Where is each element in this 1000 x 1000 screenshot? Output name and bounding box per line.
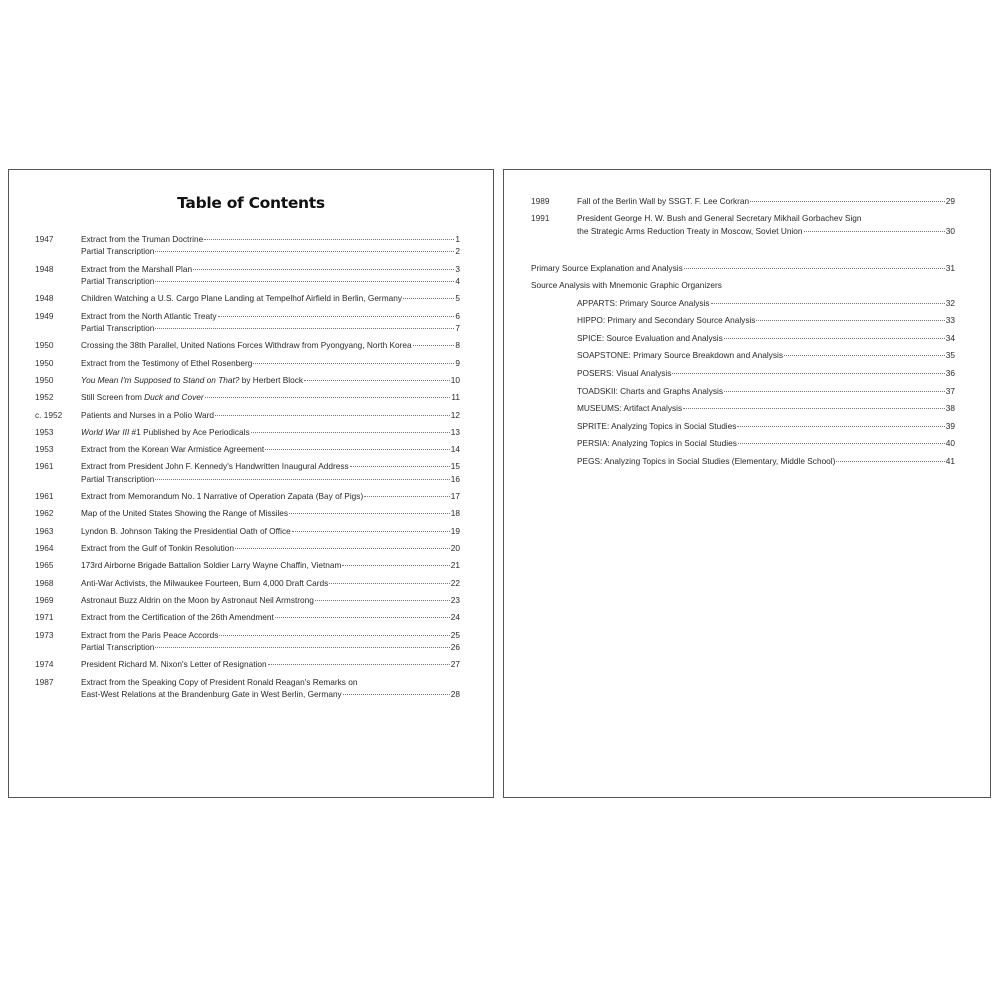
- page-number: 10: [450, 375, 460, 385]
- entry-year: 1953: [35, 444, 54, 455]
- entry-title: East-West Relations at the Brandenburg Gate in West Berlin, Germany: [81, 688, 342, 699]
- toc-line[interactable]: [81, 245, 460, 257]
- entry-lines: [81, 391, 493, 403]
- entry-year: 1991: [531, 213, 550, 224]
- dot-leader: [672, 373, 944, 374]
- page-number: 19: [450, 525, 460, 536]
- dot-leader: [204, 239, 454, 240]
- entry-lines: [81, 374, 493, 386]
- toc-entry: [9, 263, 493, 288]
- dot-leader: [292, 531, 450, 532]
- entry-lines: [81, 577, 493, 589]
- primary-source-section: [531, 262, 955, 473]
- organizer-title: SOAPSTONE: Primary Source Breakdown and Analysis: [577, 350, 783, 361]
- entry-title: Extract from the Testimony of Ethel Rosenberg: [81, 357, 253, 368]
- dot-leader: [289, 513, 450, 514]
- page-number: 17: [450, 491, 460, 502]
- toc-line[interactable]: [81, 676, 460, 688]
- toc-entry: [9, 292, 493, 304]
- entry-title: Extract from the Paris Peace Accords: [81, 629, 219, 640]
- toc-entry: [504, 195, 990, 207]
- toc-line[interactable]: [81, 233, 460, 245]
- organizer-title: PEGS: Analyzing Topics in Social Studies (Elementary, Middle School): [577, 455, 836, 466]
- entry-lines: [81, 443, 493, 455]
- entry-title: Extract from the Korean War Armistice Agreement: [81, 444, 265, 455]
- organizers-heading: [531, 279, 955, 291]
- entry-year: 1962: [35, 508, 54, 519]
- dot-leader: [155, 479, 449, 480]
- page-number: 3: [455, 263, 460, 274]
- toc-line[interactable]: [81, 525, 460, 537]
- page-number: 39: [945, 420, 955, 431]
- primary-source-page: 31: [945, 263, 955, 273]
- entry-lines: [81, 658, 493, 670]
- toc-line[interactable]: [81, 310, 460, 322]
- toc-line[interactable]: [81, 473, 460, 485]
- toc-line[interactable]: [81, 507, 460, 519]
- toc-entry: [9, 658, 493, 670]
- page-number: 27: [450, 659, 460, 670]
- entry-title: Crossing the 38th Parallel, United Nations Forces Withdraw from Pyongyang, North Korea: [81, 340, 412, 351]
- dot-leader: [364, 496, 450, 497]
- toc-entry: [504, 212, 990, 237]
- organizers-heading-text: Source Analysis with Mnemonic Graphic Organizers: [531, 280, 722, 291]
- page-number: 2: [455, 246, 460, 257]
- left-page: [8, 169, 494, 798]
- entry-title: Extract from the Marshall Plan: [81, 263, 193, 274]
- toc-line[interactable]: [81, 559, 460, 571]
- right-page: [503, 169, 991, 798]
- dot-leader: [275, 617, 450, 618]
- toc-line[interactable]: [81, 460, 460, 472]
- dot-leader: [251, 432, 450, 433]
- entry-lines: [81, 629, 493, 654]
- page-number: 34: [945, 332, 955, 343]
- entry-lines: [81, 357, 493, 369]
- toc-entry: [9, 443, 493, 455]
- dot-leader: [350, 466, 450, 467]
- dot-leader: [155, 647, 449, 648]
- entry-year: 1953: [35, 426, 54, 437]
- organizer-title: SPRITE: Analyzing Topics in Social Studies: [577, 420, 737, 431]
- entry-title-italic: World War III: [81, 426, 130, 437]
- dot-leader: [756, 320, 944, 321]
- entry-year: 1987: [35, 676, 54, 687]
- entry-lines: [81, 426, 493, 438]
- page-number: 37: [945, 385, 955, 396]
- toc-entry: [9, 629, 493, 654]
- toc-line[interactable]: [81, 322, 460, 334]
- page-number: 6: [455, 310, 460, 321]
- toc-entry: [9, 233, 493, 258]
- toc-line[interactable]: [81, 443, 460, 455]
- entry-lines: [81, 339, 493, 351]
- entry-year: 1964: [35, 543, 54, 554]
- page-number: 29: [945, 196, 955, 206]
- entry-title: the Strategic Arms Reduction Treaty in Moscow, Soviet Union: [577, 225, 803, 236]
- page-number: 22: [450, 577, 460, 588]
- toc-line[interactable]: [81, 357, 460, 369]
- entry-year: 1971: [35, 612, 54, 623]
- entry-title: President Richard M. Nixon's Letter of Resignation: [81, 659, 267, 670]
- toc-entry: [9, 409, 493, 421]
- page-number: 38: [945, 403, 955, 414]
- dot-leader: [724, 391, 945, 392]
- entry-year: 1947: [35, 234, 54, 244]
- entry-lines: [577, 195, 990, 207]
- page-number: 7: [455, 323, 460, 334]
- dot-leader: [193, 269, 454, 270]
- dot-leader: [784, 355, 945, 356]
- page-number: 36: [945, 367, 955, 378]
- page-number: 26: [450, 641, 460, 652]
- dot-leader: [215, 415, 450, 416]
- entry-title: President George H. W. Bush and General Secretary Mikhail Gorbachev Sign: [577, 213, 862, 224]
- page-number: 41: [945, 455, 955, 466]
- entry-lines: [81, 611, 493, 623]
- dot-leader: [724, 338, 945, 339]
- page-number: 13: [450, 426, 460, 437]
- entry-lines: [81, 559, 493, 571]
- organizer-entry[interactable]: [531, 420, 955, 432]
- organizer-entry[interactable]: [531, 349, 955, 361]
- entry-title: 173rd Airborne Brigade Battalion Soldier Larry Wayne Chaffin, Vietnam: [81, 560, 342, 571]
- page-number: 20: [450, 543, 460, 554]
- entry-year: 1965: [35, 560, 54, 571]
- organizer-title: MUSEUMS: Artifact Analysis: [577, 403, 683, 414]
- toc-entry: [9, 357, 493, 369]
- organizer-title: SPICE: Source Evaluation and Analysis: [577, 332, 723, 343]
- dot-leader: [342, 565, 449, 566]
- entry-year: 1989: [531, 196, 550, 206]
- toc-line[interactable]: [577, 225, 955, 237]
- toc-line[interactable]: [81, 611, 460, 623]
- dot-leader: [738, 443, 945, 444]
- entry-lines: [81, 263, 493, 288]
- page-number: 15: [450, 461, 460, 472]
- toc-entry: [9, 676, 493, 701]
- dot-leader: [737, 426, 944, 427]
- dot-leader: [253, 363, 454, 364]
- toc-line[interactable]: [81, 629, 460, 641]
- entry-year: 1952: [35, 392, 54, 403]
- organizer-entry[interactable]: [531, 455, 955, 467]
- page-number: 24: [450, 612, 460, 623]
- page-number: 30: [945, 225, 955, 236]
- entry-title: Extract from the Gulf of Tonkin Resolution: [81, 543, 234, 554]
- primary-source-title: Primary Source Explanation and Analysis: [531, 263, 683, 273]
- organizer-title: APPARTS: Primary Source Analysis: [577, 297, 710, 308]
- dot-leader: [235, 548, 450, 549]
- page-number: 25: [450, 629, 460, 640]
- page-number: 9: [455, 357, 460, 368]
- entry-lines: [81, 525, 493, 537]
- toc-line[interactable]: [81, 658, 460, 670]
- page-number: 1: [455, 234, 460, 244]
- entry-year: 1948: [35, 293, 54, 304]
- entry-title: Extract from the Certification of the 26th Amendment: [81, 612, 274, 623]
- toc-entry: [9, 391, 493, 403]
- dot-leader: [413, 345, 455, 346]
- entry-title: You Mean I'm Supposed to Stand on That? by Herbert Block: [81, 375, 304, 385]
- toc-line[interactable]: [81, 542, 460, 554]
- dot-leader: [343, 694, 450, 695]
- entry-year: 1950: [35, 357, 54, 368]
- entry-title: Extract from the North Atlantic Treaty: [81, 310, 217, 321]
- organizer-entry[interactable]: [531, 332, 955, 344]
- entry-lines: [81, 460, 493, 485]
- entry-title-italic: Duck and Cover: [144, 392, 204, 403]
- entry-title: Extract from the Speaking Copy of President Ronald Reagan's Remarks on: [81, 676, 358, 687]
- entry-lines: [81, 542, 493, 554]
- entry-title: Map of the United States Showing the Range of Missiles: [81, 508, 289, 519]
- entry-lines: [577, 212, 990, 237]
- toc-line[interactable]: [81, 594, 460, 606]
- page-number: 18: [450, 508, 460, 519]
- toc-entry: [9, 310, 493, 335]
- entry-title: Partial Transcription: [81, 641, 155, 652]
- page-number: 11: [451, 392, 460, 403]
- toc-entry: [9, 559, 493, 571]
- page-number: 33: [945, 315, 955, 326]
- dot-leader: [804, 231, 945, 232]
- toc-entry: [9, 507, 493, 519]
- dot-leader: [155, 281, 454, 282]
- entry-year: 1949: [35, 310, 54, 321]
- page-number: 5: [455, 293, 460, 304]
- dot-leader: [329, 583, 449, 584]
- toc-entry: [9, 525, 493, 537]
- entry-year: 1948: [35, 263, 54, 274]
- dot-leader: [711, 303, 945, 304]
- dot-leader: [684, 268, 945, 269]
- toc-entry: [9, 339, 493, 351]
- page-number: 40: [945, 438, 955, 449]
- entry-year: 1950: [35, 375, 54, 385]
- organizer-title: HIPPO: Primary and Secondary Source Analysis: [577, 315, 756, 326]
- organizer-entry[interactable]: [531, 402, 955, 414]
- entry-title: Extract from President John F. Kennedy's Handwritten Inaugural Address: [81, 461, 349, 472]
- entry-year: 1973: [35, 629, 54, 640]
- entry-year: 1968: [35, 577, 54, 588]
- dot-leader: [403, 298, 454, 299]
- entry-title: Partial Transcription: [81, 323, 155, 334]
- toc-line[interactable]: [81, 339, 460, 351]
- entry-title: Fall of the Berlin Wall by SSGT. F. Lee Corkran: [577, 196, 750, 206]
- toc-entry: [9, 460, 493, 485]
- entry-title: Partial Transcription: [81, 473, 155, 484]
- toc-line[interactable]: [81, 374, 460, 386]
- entry-lines: [81, 292, 493, 304]
- entry-title: Anti-War Activists, the Milwaukee Fourteen, Burn 4,000 Draft Cards: [81, 577, 329, 588]
- entry-lines: [81, 310, 493, 335]
- page-number: 21: [450, 560, 460, 571]
- toc-line[interactable]: [81, 426, 460, 438]
- toc-line[interactable]: [81, 391, 460, 403]
- entry-lines: [81, 676, 493, 701]
- page-number: 12: [450, 409, 460, 420]
- entry-title: World War III #1 Published by Ace Periodicals: [81, 426, 250, 437]
- toc-entry: [9, 577, 493, 589]
- toc-entry: [9, 426, 493, 438]
- entry-title: Children Watching a U.S. Cargo Plane Landing at Tempelhof Airfield in Berlin, Germany: [81, 293, 402, 304]
- organizer-title: POSERS: Visual Analysis: [577, 367, 672, 378]
- entry-lines: [81, 490, 493, 502]
- organizer-entry[interactable]: [531, 314, 955, 326]
- entry-year: 1950: [35, 340, 54, 351]
- entry-lines: [81, 507, 493, 519]
- entry-lines: [81, 594, 493, 606]
- dot-leader: [750, 201, 945, 202]
- page-number: 23: [450, 594, 460, 605]
- page-number: 4: [455, 276, 460, 287]
- toc-line[interactable]: [81, 490, 460, 502]
- toc-line[interactable]: [81, 577, 460, 589]
- page-number: 14: [450, 444, 460, 455]
- entry-title: Astronaut Buzz Aldrin on the Moon by Astronaut Neil Armstrong: [81, 594, 314, 605]
- entry-title: Partial Transcription: [81, 246, 155, 257]
- toc-line[interactable]: [81, 292, 460, 304]
- toc-entry: [9, 374, 493, 386]
- organizer-entry[interactable]: [531, 367, 955, 379]
- dot-leader: [836, 461, 944, 462]
- toc-line[interactable]: [81, 688, 460, 700]
- page-number: 8: [455, 340, 460, 351]
- organizer-entry[interactable]: [531, 297, 955, 309]
- right-toc-list: [504, 195, 990, 242]
- dot-leader: [268, 664, 450, 665]
- toc-line[interactable]: [81, 275, 460, 287]
- entry-year: 1974: [35, 659, 54, 670]
- toc-line[interactable]: [81, 263, 460, 275]
- entry-lines: [81, 409, 493, 421]
- entry-title: Extract from Memorandum No. 1 Narrative of Operation Zapata (Bay of Pigs): [81, 491, 364, 502]
- dot-leader: [205, 397, 451, 398]
- dot-leader: [155, 251, 454, 252]
- dot-leader: [155, 328, 454, 329]
- page-number: 35: [945, 350, 955, 361]
- toc-line[interactable]: [577, 195, 955, 207]
- left-toc-list: [9, 233, 493, 705]
- dot-leader: [219, 635, 449, 636]
- organizer-title: PERSIA: Analyzing Topics in Social Studies: [577, 438, 737, 449]
- dot-leader: [218, 316, 455, 317]
- entry-title: Still Screen from Duck and Cover: [81, 392, 204, 403]
- organizers-list: [531, 297, 955, 468]
- page-number: 16: [450, 473, 460, 484]
- toc-line[interactable]: [81, 641, 460, 653]
- page-title: Table of Contents: [177, 194, 325, 212]
- organizer-entry[interactable]: [531, 437, 955, 449]
- page-number: 32: [945, 297, 955, 308]
- entry-title: Partial Transcription: [81, 276, 155, 287]
- dot-leader: [683, 408, 945, 409]
- dot-leader: [304, 380, 450, 381]
- toc-line[interactable]: [577, 212, 955, 224]
- entry-year: 1961: [35, 491, 54, 502]
- toc-entry: [9, 594, 493, 606]
- entry-lines: [81, 233, 493, 258]
- page-number: 28: [450, 688, 460, 699]
- entry-year: 1969: [35, 594, 54, 605]
- entry-year: 1963: [35, 525, 54, 536]
- entry-title: Patients and Nurses in a Polio Ward: [81, 409, 214, 420]
- entry-title-italic: You Mean I'm Supposed to Stand on That?: [81, 375, 240, 385]
- primary-source-entry[interactable]: [531, 262, 955, 274]
- toc-entry: [9, 611, 493, 623]
- dot-leader: [315, 600, 450, 601]
- entry-title: Extract from the Truman Doctrine: [81, 234, 204, 244]
- organizer-title: TOADSKII: Charts and Graphs Analysis: [577, 385, 724, 396]
- dot-leader: [265, 449, 450, 450]
- toc-entry: [9, 542, 493, 554]
- entry-year: 1961: [35, 461, 54, 472]
- entry-year: c. 1952: [35, 409, 63, 420]
- toc-entry: [9, 490, 493, 502]
- entry-title: Lyndon B. Johnson Taking the Presidential Oath of Office: [81, 525, 291, 536]
- toc-line[interactable]: [81, 409, 460, 421]
- organizer-entry[interactable]: [531, 385, 955, 397]
